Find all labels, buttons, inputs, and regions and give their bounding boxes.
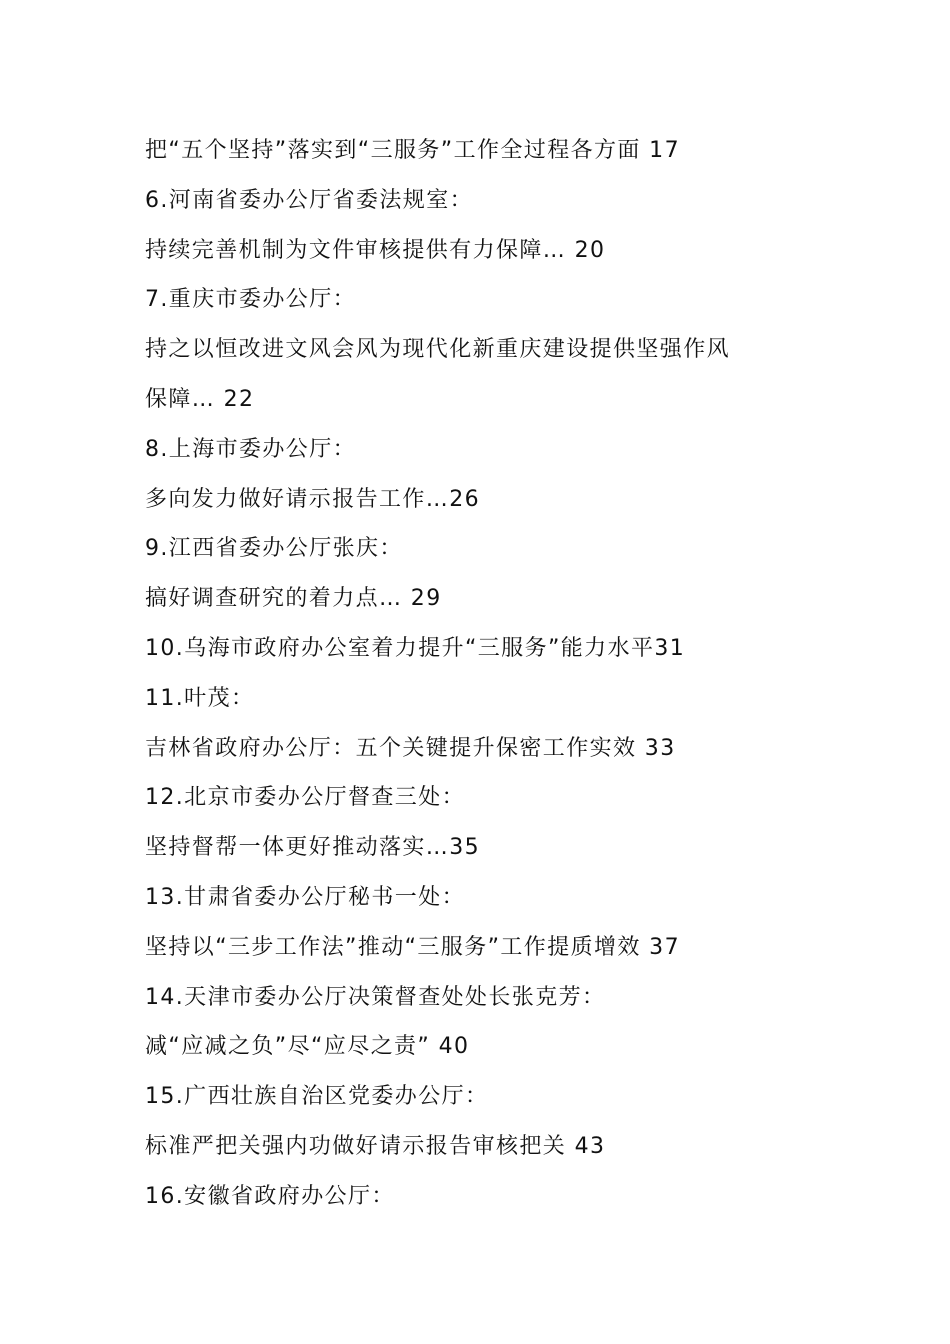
toc-line: 多向发力做好请示报告工作…26 [145,486,480,512]
toc-line: 坚持督帮一体更好推动落实…35 [145,835,480,861]
toc-line: 持续完善机制为文件审核提供有力保障… 20 [145,237,606,263]
toc-line: 把“五个坚持”落实到“三服务”工作全过程各方面 17 [145,138,680,163]
toc-line: 10.乌海市政府办公室着力提升“三服务”能力水平31 [145,635,686,661]
toc-line: 持之以恒改进文风会风为现代化新重庆建设提供坚强作风 [145,337,731,363]
toc-line: 12.北京市委办公厅督查三处： [145,785,465,811]
toc-line: 搞好调查研究的着力点… 29 [145,586,442,612]
toc-line: 15.广西壮族自治区党委办公厅： [145,1084,489,1110]
toc-line: 13.甘肃省委办公厅秘书一处： [145,884,465,910]
toc-line: 保障… 22 [145,386,255,412]
toc-line: 8.上海市委办公厅： [145,436,356,462]
toc-line: 标准严把关强内功做好请示报告审核把关 43 [145,1133,606,1159]
toc-line: 坚持以“三步工作法”推动“三服务”工作提质增效 37 [145,934,680,960]
toc-line: 减“应减之负”尽“应尽之责” 40 [145,1034,470,1060]
toc-line: 16.安徽省政府办公厅： [145,1183,395,1209]
toc-line: 6.河南省委办公厅省委法规室： [145,187,473,213]
table-of-contents [145,126,835,1222]
toc-line: 11.叶茂： [145,685,255,711]
toc-line: 14.天津市委办公厅决策督查处处长张克芳： [145,984,606,1010]
toc-line: 7.重庆市委办公厅： [145,287,356,313]
toc-line: 9.江西省委办公厅张庆： [145,536,403,562]
toc-line: 吉林省政府办公厅：五个关键提升保密工作实效 33 [145,735,676,761]
